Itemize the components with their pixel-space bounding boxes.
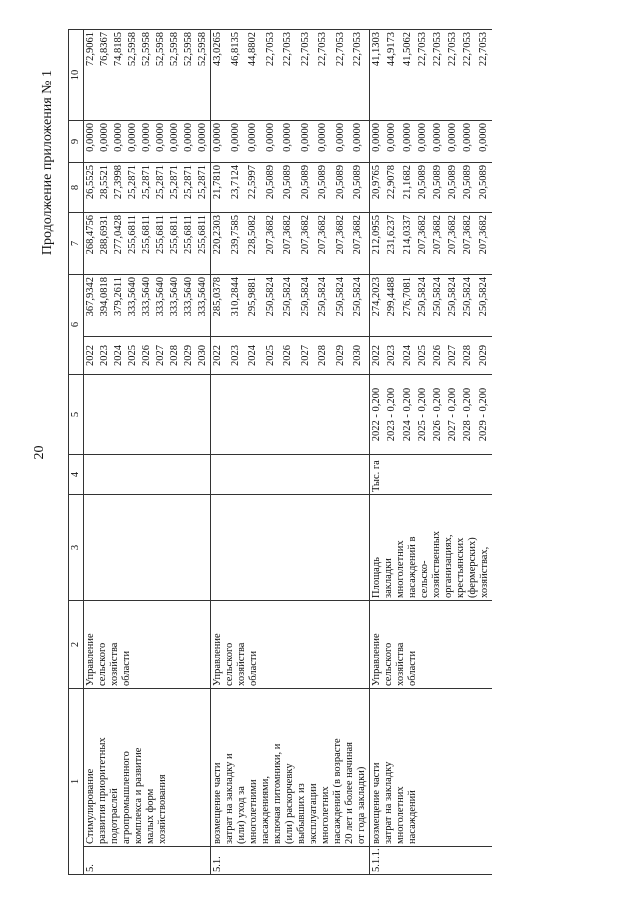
amount-col10: 44,9173 [385,30,400,121]
amount-col10: 52,5958 [140,30,154,121]
amount-col8: 20,5089 [416,163,431,213]
indicator-value [112,375,126,455]
total-amount: 250,5824 [477,275,492,337]
col-header-10: 10 [69,30,84,121]
item-number: 5.1.1. [370,847,493,875]
amount-col8: 25,2871 [140,163,154,213]
col-header-5: 5 [69,375,84,455]
appendix-continuation-title: Продолжение приложения № 1 [40,70,55,256]
page-number: 20 [32,445,47,460]
indicator-value [211,375,229,455]
item-number: 5. [84,847,211,875]
amount-col9: 0,0000 [401,121,416,163]
amount-col7: 207,3682 [281,213,299,275]
col-header-9: 9 [69,121,84,163]
amount-col7: 207,3682 [316,213,334,275]
total-amount: 285,0378 [211,275,229,337]
amount-col7: 207,3682 [461,213,476,275]
total-amount: 333,5640 [182,275,196,337]
amount-col7: 207,3682 [351,213,369,275]
amount-col8: 23,7124 [229,163,247,213]
year: 2030 [196,337,211,375]
amount-col9: 0,0000 [281,121,299,163]
item-name: возмещение части затрат на закладку и (или) уход за многолетними насаждениями, включая питомники, и (или) раскорчевку выбывших из эксплуатации многолетних насаждений (в возрасте 20 лет и более начиная от года закладки) [211,689,370,847]
amount-col10: 22,7053 [416,30,431,121]
amount-col10: 22,7053 [431,30,446,121]
year: 2027 [299,337,317,375]
indicator-value [154,375,168,455]
amount-col8: 20,5089 [351,163,369,213]
year: 2024 [246,337,264,375]
indicator-name: Площадь закладки многолетних насаждений в сельско- хозяйственных организациях, крестьянских (фермерских) хозяйствах, [370,495,493,601]
year: 2022 [84,337,99,375]
amount-col8: 20,5089 [477,163,492,213]
total-amount: 250,5824 [416,275,431,337]
amount-col7: 207,3682 [446,213,461,275]
total-amount: 250,5824 [264,275,282,337]
amount-col10: 52,5958 [196,30,211,121]
amount-col10: 46,8135 [229,30,247,121]
total-amount: 310,2844 [229,275,247,337]
amount-col9: 0,0000 [229,121,247,163]
amount-col10: 76,8367 [98,30,112,121]
amount-col10: 52,5958 [182,30,196,121]
amount-col7: 239,7585 [229,213,247,275]
year: 2028 [461,337,476,375]
year: 2029 [477,337,492,375]
amount-col8: 20,5089 [334,163,352,213]
amount-col10: 22,7053 [461,30,476,121]
amount-col8: 20,5089 [264,163,282,213]
amount-col9: 0,0000 [168,121,182,163]
amount-col7: 255,6811 [126,213,140,275]
amount-col7: 255,6811 [154,213,168,275]
indicator-value [246,375,264,455]
year: 2025 [126,337,140,375]
amount-col7: 220,2303 [211,213,229,275]
indicator-value [351,375,369,455]
header-row [69,30,84,875]
col-header-1: 1 [69,689,84,875]
amount-col7: 255,6811 [182,213,196,275]
amount-col7: 231,6237 [385,213,400,275]
amount-col7: 212,0955 [370,213,386,275]
amount-col7: 288,6931 [98,213,112,275]
amount-col8: 22,5997 [246,163,264,213]
amount-col9: 0,0000 [211,121,229,163]
total-amount: 379,2611 [112,275,126,337]
amount-col10: 22,7053 [281,30,299,121]
indicator-value: 2024 - 0,200 [401,375,416,455]
total-amount: 367,9342 [84,275,99,337]
total-amount: 274,2023 [370,275,386,337]
amount-col8: 28,5521 [98,163,112,213]
unit [211,455,370,495]
year: 2026 [140,337,154,375]
indicator-value [84,375,99,455]
total-amount: 333,5640 [126,275,140,337]
amount-col10: 41,5062 [401,30,416,121]
executor: Управление сельского хозяйства области [84,601,211,689]
amount-col8: 20,5089 [461,163,476,213]
year: 2030 [351,337,369,375]
indicator-value [98,375,112,455]
item-name: возмещение части затрат на закладку многолетних насаждений [370,689,493,847]
year: 2023 [385,337,400,375]
amount-col7: 207,3682 [416,213,431,275]
amount-col10: 52,5958 [126,30,140,121]
amount-col8: 26,5525 [84,163,99,213]
amount-col9: 0,0000 [98,121,112,163]
indicator-value: 2029 - 0,200 [477,375,492,455]
total-amount: 394,0818 [98,275,112,337]
amount-col10: 52,5958 [168,30,182,121]
amount-col10: 41,1303 [370,30,386,121]
amount-col9: 0,0000 [264,121,282,163]
indicator-value [196,375,211,455]
total-amount: 250,5824 [316,275,334,337]
amount-col10: 22,7053 [264,30,282,121]
amount-col8: 25,2871 [168,163,182,213]
item-name: Стимулирование развития приоритетных подотраслей агропромышленного комплекса и развитие малых форм хозяйствования [84,689,211,847]
amount-col7: 207,3682 [299,213,317,275]
indicator-value [140,375,154,455]
indicator-name [84,495,211,601]
amount-col10: 74,8185 [112,30,126,121]
amount-col9: 0,0000 [299,121,317,163]
amount-col10: 22,7053 [334,30,352,121]
unit: Тыс. га [370,455,493,495]
indicator-value [126,375,140,455]
indicator-value [316,375,334,455]
amount-col9: 0,0000 [112,121,126,163]
amount-col8: 20,9765 [370,163,386,213]
col-header-4: 4 [69,455,84,495]
amount-col10: 44,8802 [246,30,264,121]
amount-col8: 25,2871 [196,163,211,213]
amount-col9: 0,0000 [461,121,476,163]
amount-col10: 43,0265 [211,30,229,121]
executor: Управление сельского хозяйства области [370,601,493,689]
total-amount: 250,5824 [334,275,352,337]
amount-col7: 207,3682 [431,213,446,275]
amount-col10: 22,7053 [299,30,317,121]
budget-table [68,29,492,875]
amount-col8: 20,5089 [431,163,446,213]
total-amount: 333,5640 [140,275,154,337]
amount-col7: 255,6811 [168,213,182,275]
table-row [211,30,229,875]
col-header-3: 3 [69,495,84,601]
amount-col8: 21,1682 [401,163,416,213]
amount-col7: 207,3682 [264,213,282,275]
amount-col9: 0,0000 [431,121,446,163]
year: 2026 [281,337,299,375]
indicator-value [182,375,196,455]
amount-col10: 22,7053 [446,30,461,121]
amount-col8: 20,5089 [446,163,461,213]
amount-col8: 20,5089 [316,163,334,213]
indicator-value [281,375,299,455]
year: 2023 [98,337,112,375]
indicator-value [299,375,317,455]
year: 2024 [112,337,126,375]
year: 2025 [416,337,431,375]
total-amount: 250,5824 [431,275,446,337]
col-header-7: 7 [69,213,84,275]
amount-col7: 277,0428 [112,213,126,275]
year: 2022 [370,337,386,375]
amount-col9: 0,0000 [385,121,400,163]
amount-col7: 255,6811 [140,213,154,275]
total-amount: 295,9881 [246,275,264,337]
amount-col8: 20,5089 [281,163,299,213]
indicator-value: 2025 - 0,200 [416,375,431,455]
amount-col9: 0,0000 [182,121,196,163]
total-amount: 250,5824 [461,275,476,337]
amount-col9: 0,0000 [334,121,352,163]
item-number: 5.1. [211,847,370,875]
indicator-value [168,375,182,455]
indicator-value: 2023 - 0,200 [385,375,400,455]
indicator-value: 2027 - 0,200 [446,375,461,455]
amount-col8: 27,3998 [112,163,126,213]
table-body [84,30,493,875]
amount-col9: 0,0000 [477,121,492,163]
amount-col9: 0,0000 [416,121,431,163]
amount-col9: 0,0000 [196,121,211,163]
amount-col9: 0,0000 [370,121,386,163]
year: 2026 [431,337,446,375]
indicator-value: 2026 - 0,200 [431,375,446,455]
unit [84,455,211,495]
total-amount: 250,5824 [299,275,317,337]
indicator-value: 2028 - 0,200 [461,375,476,455]
amount-col9: 0,0000 [126,121,140,163]
amount-col9: 0,0000 [154,121,168,163]
year: 2029 [334,337,352,375]
year: 2027 [446,337,461,375]
amount-col10: 52,5958 [154,30,168,121]
amount-col7: 268,4756 [84,213,99,275]
amount-col10: 22,7053 [351,30,369,121]
total-amount: 333,5640 [196,275,211,337]
total-amount: 333,5640 [154,275,168,337]
year: 2028 [316,337,334,375]
indicator-value: 2022 - 0,200 [370,375,386,455]
year: 2023 [229,337,247,375]
total-amount: 299,4488 [385,275,400,337]
year: 2024 [401,337,416,375]
amount-col10: 22,7053 [316,30,334,121]
table-row [84,30,99,875]
total-amount: 250,5824 [446,275,461,337]
amount-col8: 21,7810 [211,163,229,213]
col-header-6: 6 [69,275,84,375]
amount-col8: 25,2871 [126,163,140,213]
amount-col7: 255,6811 [196,213,211,275]
amount-col7: 207,3682 [334,213,352,275]
col-header-8: 8 [69,163,84,213]
indicator-value [264,375,282,455]
indicator-value [334,375,352,455]
amount-col9: 0,0000 [316,121,334,163]
amount-col9: 0,0000 [351,121,369,163]
amount-col9: 0,0000 [446,121,461,163]
year: 2025 [264,337,282,375]
amount-col7: 228,5082 [246,213,264,275]
amount-col8: 25,2871 [182,163,196,213]
amount-col8: 25,2871 [154,163,168,213]
amount-col10: 72,9061 [84,30,99,121]
executor: Управление сельского хозяйства области [211,601,370,689]
total-amount: 250,5824 [281,275,299,337]
amount-col8: 20,5089 [299,163,317,213]
amount-col9: 0,0000 [84,121,99,163]
indicator-name [211,495,370,601]
table-row [370,30,386,875]
total-amount: 276,7081 [401,275,416,337]
total-amount: 333,5640 [168,275,182,337]
year: 2027 [154,337,168,375]
indicator-value [229,375,247,455]
year: 2022 [211,337,229,375]
total-amount: 250,5824 [351,275,369,337]
amount-col9: 0,0000 [140,121,154,163]
year: 2029 [182,337,196,375]
amount-col8: 22,9078 [385,163,400,213]
amount-col10: 22,7053 [477,30,492,121]
amount-col7: 207,3682 [477,213,492,275]
amount-col7: 214,0337 [401,213,416,275]
col-header-2: 2 [69,601,84,689]
amount-col9: 0,0000 [246,121,264,163]
year: 2028 [168,337,182,375]
